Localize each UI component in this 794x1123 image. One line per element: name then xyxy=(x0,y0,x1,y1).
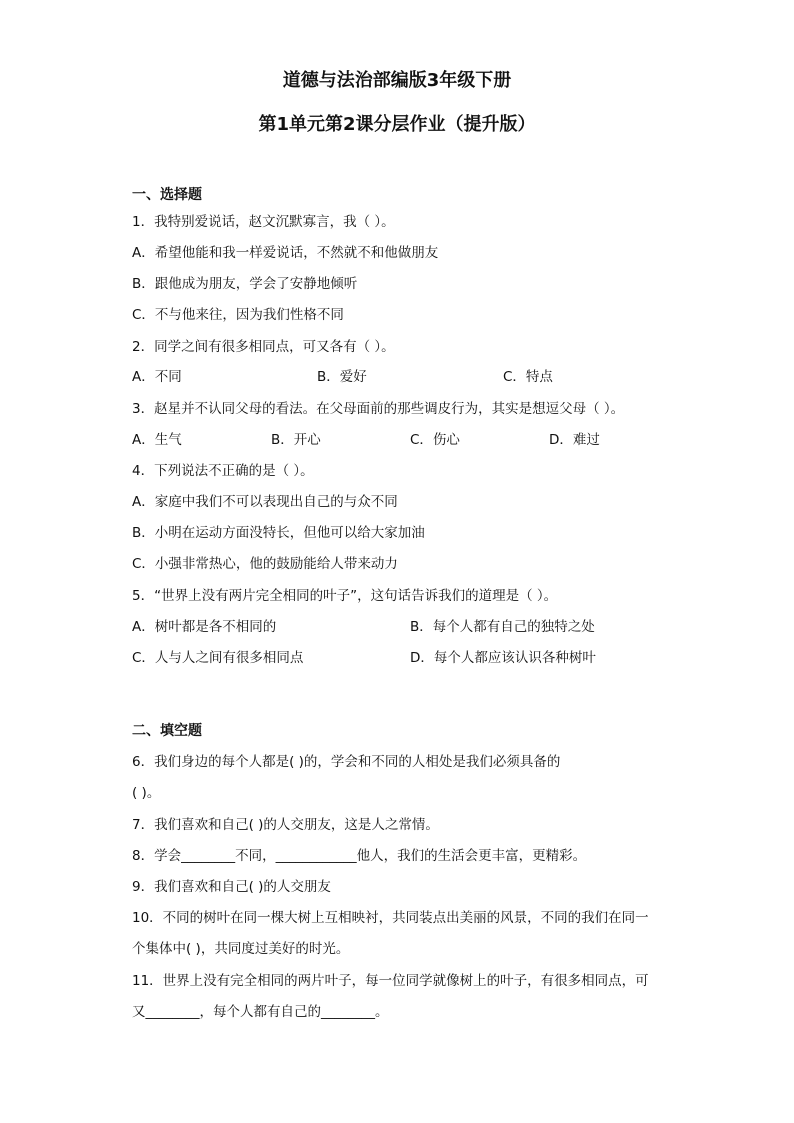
question-3-option-b: B．开心 xyxy=(271,432,321,448)
section-heading-fill-in: 二、填空题 xyxy=(132,723,202,739)
question-1-stem: 1．我特别爱说话，赵文沉默寡言，我（ ）。 xyxy=(132,214,395,230)
question-2-option-a: A．不同 xyxy=(132,369,182,385)
question-4-option-b: B．小明在运动方面没特长，但他可以给大家加油 xyxy=(132,525,425,541)
question-2-option-c: C．特点 xyxy=(503,369,553,385)
question-1-option-c: C．不与他来往，因为我们性格不同 xyxy=(132,307,344,323)
question-5-option-c: C．人与人之间有很多相同点 xyxy=(132,650,304,666)
page-subtitle: 第1单元第2课分层作业（提升版） xyxy=(258,114,536,135)
question-3-stem: 3．赵星并不认同父母的看法。在父母面前的那些调皮行为，其实是想逗父母（ ）。 xyxy=(132,401,625,417)
question-5-stem: 5．“世界上没有两片完全相同的叶子”，这句话告诉我们的道理是（ ）。 xyxy=(132,588,558,604)
question-11-line-1: 11．世界上没有完全相同的两片叶子，每一位同学就像树上的叶子，有很多相同点，可 xyxy=(132,973,649,989)
question-10-line-1: 10．不同的树叶在同一棵大树上互相映衬，共同装点出美丽的风景，不同的我们在同一 xyxy=(132,910,649,926)
question-10-line-2: 个集体中( )，共同度过美好的时光。 xyxy=(132,941,350,957)
page-title: 道德与法治部编版3年级下册 xyxy=(282,70,512,91)
question-6-line-1: 6．我们身边的每个人都是( )的，学会和不同的人相处是我们必须具备的 xyxy=(132,754,561,770)
question-6-line-2: ( )。 xyxy=(132,785,161,801)
question-5-option-a: A．树叶都是各不相同的 xyxy=(132,619,277,635)
question-2-option-b: B．爱好 xyxy=(317,369,367,385)
question-4-option-c: C．小强非常热心，他的鼓励能给人带来动力 xyxy=(132,556,398,572)
question-7: 7．我们喜欢和自己( )的人交朋友，这是人之常情。 xyxy=(132,817,439,833)
question-3-option-d: D．难过 xyxy=(549,432,600,448)
question-8: 8．学会________不同，____________他人，我们的生活会更丰富，更精彩。 xyxy=(132,848,587,864)
question-2-stem: 2．同学之间有很多相同点，可又各有（ ）。 xyxy=(132,339,395,355)
question-5-option-d: D．每个人都应该认识各种树叶 xyxy=(410,650,596,666)
question-5-option-b: B．每个人都有自己的独特之处 xyxy=(410,619,595,635)
question-1-option-b: B．跟他成为朋友，学会了安静地倾听 xyxy=(132,276,358,292)
question-1-option-a: A．希望他能和我一样爱说话，不然就不和他做朋友 xyxy=(132,245,439,261)
question-3-option-c: C．伤心 xyxy=(410,432,460,448)
question-9: 9．我们喜欢和自己( )的人交朋友 xyxy=(132,879,331,895)
question-4-option-a: A．家庭中我们不可以表现出自己的与众不同 xyxy=(132,494,398,510)
question-3-option-a: A．生气 xyxy=(132,432,182,448)
question-11-line-2: 又________，每个人都有自己的________。 xyxy=(132,1004,389,1020)
question-4-stem: 4．下列说法不正确的是（ ）。 xyxy=(132,463,314,479)
section-heading-choice: 一、选择题 xyxy=(132,187,202,203)
